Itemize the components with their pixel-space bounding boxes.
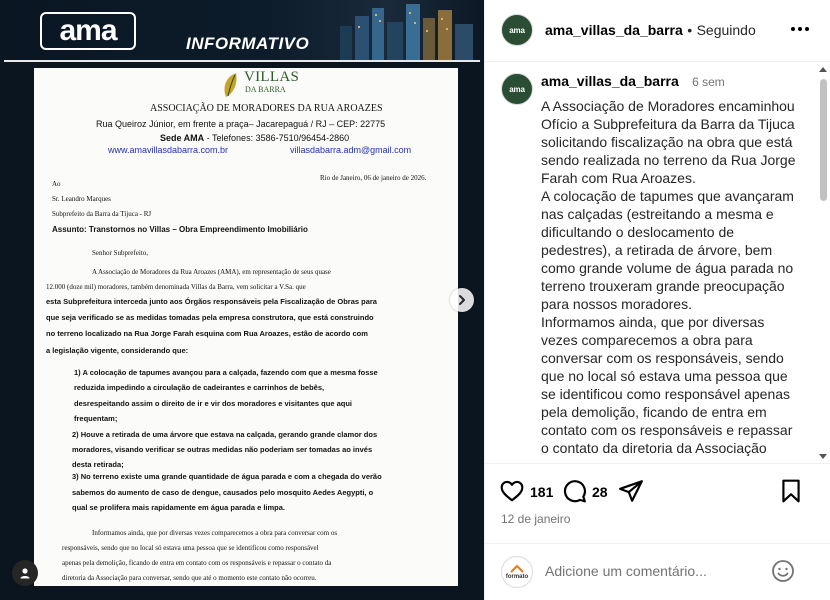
- doc-item-line: moradores, visando verificar se outras medidas não poderiam ser tomadas ao invés: [72, 445, 373, 454]
- doc-email: villasdabarra.adm@gmail.com: [290, 145, 412, 155]
- current-user-avatar-text: formato: [505, 574, 529, 580]
- scroll-up-icon[interactable]: [819, 67, 827, 72]
- doc-greeting: Senhor Subprefeito,: [92, 249, 148, 257]
- caption-scrollbar[interactable]: [818, 65, 828, 461]
- banner: [0, 0, 484, 62]
- chevron-right-icon: [456, 294, 468, 306]
- doc-item-line: reduzida impedindo a circulação de cadeirantes e carrinhos de bebês,: [74, 383, 325, 392]
- action-bar: [485, 463, 830, 543]
- post-header: [485, 0, 830, 62]
- avatar[interactable]: [501, 14, 533, 46]
- doc-to: Ao: [52, 180, 61, 188]
- header-user-line: [545, 22, 756, 40]
- more-options-button[interactable]: [791, 22, 813, 36]
- doc-item-line: frequentam;: [74, 414, 118, 423]
- doc-closing-line: apenas pela demolição, ficando de entra em contato com os responsáveis e repassar o contato da: [62, 559, 332, 567]
- doc-subject-text: Transtornos no Villas – Obra Empreendimento Imobiliário: [88, 225, 308, 234]
- doc-phones-label: Sede AMA: [160, 133, 205, 143]
- villas-logo-subtext: DA BARRA: [245, 85, 286, 94]
- bookmark-icon[interactable]: [778, 478, 804, 504]
- doc-subject: [52, 225, 308, 234]
- doc-address: Rua Queiroz Júnior, em frente a praça– Jacarepaguá / RJ – CEP: 22775: [96, 119, 386, 129]
- separator-dot: •: [687, 22, 693, 38]
- emoji-icon[interactable]: [771, 559, 795, 583]
- divider: [4, 60, 480, 62]
- skyline-illustration: [330, 0, 480, 60]
- comment-box: [485, 543, 830, 600]
- tagged-users-button[interactable]: [12, 560, 38, 586]
- image-bottom-strip: [0, 586, 484, 600]
- doc-subject-label: Assunto:: [52, 225, 87, 234]
- caption-time[interactable]: 6 sem: [692, 75, 725, 89]
- doc-item-line: desta retirada;: [72, 460, 124, 469]
- avatar-text: ama: [509, 84, 525, 94]
- caption-username[interactable]: ama_villas_da_barra: [541, 73, 679, 89]
- post-date[interactable]: 12 de janeiro: [501, 512, 571, 526]
- comment-input[interactable]: [545, 561, 765, 581]
- caption-user-line: [541, 73, 725, 91]
- carousel-next-button[interactable]: [450, 288, 474, 312]
- caption-area[interactable]: [485, 63, 830, 463]
- doc-item-line: qual se prolifera mais rapidamente em água parada e limpa.: [72, 503, 285, 512]
- formato-logo-icon: [509, 564, 525, 574]
- doc-item-line: 2) Houve a retirada de uma árvore que estava na calçada, gerando grande clamor dos: [72, 430, 378, 439]
- doc-body-line: esta Subprefeitura interceda junto aos Órgãos responsáveis pela Fiscalização de Obras para: [46, 297, 377, 306]
- banner-title: INFORMATIVO: [186, 34, 310, 53]
- likes-count[interactable]: 181: [530, 484, 554, 500]
- more-dots-icon: [791, 27, 795, 31]
- scroll-down-icon[interactable]: [819, 454, 827, 459]
- caption-avatar[interactable]: [501, 73, 533, 105]
- doc-phones: [160, 133, 349, 143]
- doc-date: Rio de Janeiro, 06 de janeiro de 2026.: [320, 174, 427, 182]
- header-username[interactable]: ama_villas_da_barra: [545, 22, 683, 38]
- doc-phones-value: - Telefones: 3586-7510/96454-2860: [206, 133, 350, 143]
- more-dots-icon: [798, 27, 802, 31]
- heart-icon[interactable]: [499, 478, 525, 504]
- document-page: [34, 68, 458, 586]
- doc-recipient-role: Subprefeito da Barra da Tijuca - RJ: [52, 210, 152, 218]
- doc-closing-line: Informamos ainda, que por diversas vezes comparecemos a obra para conversar com os: [92, 529, 338, 537]
- doc-item-line: 1) A colocação de tapumes avançou para a calçada, fazendo com que a mesma fosse: [74, 368, 378, 377]
- comments-count[interactable]: 28: [592, 484, 608, 500]
- current-user-avatar[interactable]: [501, 556, 533, 588]
- ama-logo: ama: [40, 12, 136, 50]
- villas-logo-text: VILLAS: [244, 69, 300, 85]
- doc-website: www.amavillasdabarra.com.br: [108, 145, 229, 155]
- doc-body-line: 12.000 (doze mil) moradores, também denominada Villas da Barra, vem solicitar a V.Sa. que: [46, 283, 306, 291]
- doc-body-line: A Associação de Moradores da Rua Aroazes (AMA), em representação de seus quase: [92, 268, 331, 276]
- doc-body-line: que seja verificado se as medidas tomadas pela empresa construtora, que está construindo: [46, 313, 374, 322]
- user-icon: [19, 567, 31, 579]
- doc-recipient: Sr. Leandro Marques: [52, 195, 111, 203]
- follow-status-button[interactable]: Seguindo: [696, 22, 756, 38]
- share-icon[interactable]: [618, 478, 644, 504]
- doc-closing-line: responsáveis, sendo que no local só estava uma pessoa que se identificou como responsável: [62, 544, 319, 552]
- more-dots-icon: [805, 27, 809, 31]
- doc-item-line: desrespeitando assim o direito de ir e vir dos moradores e visitantes que aqui: [74, 399, 353, 408]
- avatar-text: ama: [509, 25, 525, 35]
- doc-association: ASSOCIAÇÃO DE MORADORES DA RUA AROAZES: [150, 103, 383, 114]
- post-panel: [484, 0, 830, 600]
- doc-closing-line: diretoria da Associação para conversar, sendo que até o momento este contato não ocorreu.: [62, 574, 317, 582]
- comment-icon[interactable]: [561, 478, 587, 504]
- scroll-thumb[interactable]: [820, 79, 827, 201]
- doc-body-line: a legislação vigente, considerando que:: [46, 346, 189, 355]
- doc-item-line: sabemos do aumento de caso de dengue, causados pelo mosquito Aedes Aegypti, o: [72, 488, 374, 497]
- caption-text: A Associação de Moradores encaminhou Ofício a Subprefeitura da Barra da Tijuca solicitando fiscalização na obra que está sendo realizada no terreno da Rua Jorge Farah com Rua Aroazes. A colocação de tapumes que avançaram nas calçadas (estreitando a mesma e dificultando o deslocamento de pedestres), a retirada de árvore, bem como grande volume de água parada no terreno trouxeram grande preocupação para nossos moradores. Informamos ainda, que por diversas vezes comparecemos a obra para conversar com os responsáveis, sendo que no local só estava uma pessoa que se identificou como responsável apenas pela demolição, ficando de entra em contato com os responsáveis e repassar o contato da diretoria da Associação: [541, 98, 796, 456]
- doc-item-line: 3) No terreno existe uma grande quantidade de água parada e com a chegada do verão: [72, 472, 382, 481]
- doc-body-line: no terreno localizado na Rua Jorge Farah esquina com Rua Aroazes, estão de acordo com: [46, 329, 368, 338]
